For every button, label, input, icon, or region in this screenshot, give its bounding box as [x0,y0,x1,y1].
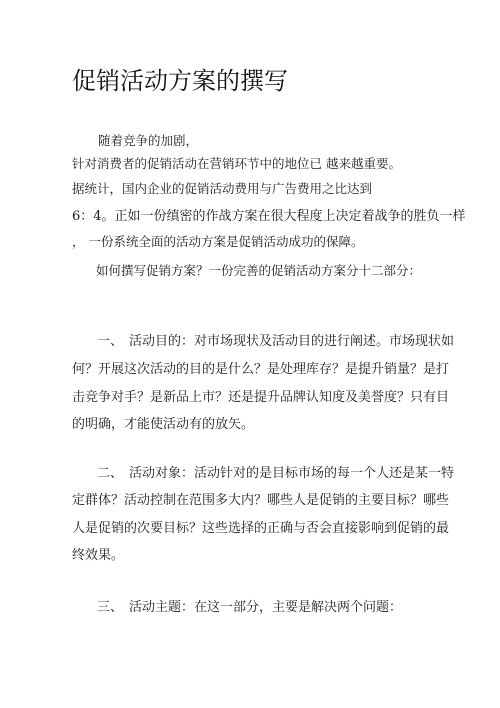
section-2-first-line: 活动对象：活动针对的是目标市场的每一个人还是某一特 [129,466,455,481]
intro-line-5: ， 一份系统全面的活动方案是促销活动成功的保障。 [72,234,364,249]
section-2-number: 二、 [97,466,124,481]
section-3-number: 三、 [97,600,124,615]
intro-line-3: 据统计，国内企业的促销活动费用与广告费用之比达到 [72,181,373,196]
section-1-line-4: 的明确，才能使活动有的放矢。 [72,417,255,432]
intro-line-4: 6：4。正如一份缜密的作战方案在很大程度上决定着战争的胜负一样 [72,209,466,224]
section-1-first-line: 活动目的：对市场现状及活动目的进行阐述。市场现状如 [129,334,455,349]
section-1-line-2: 何？开展这次活动的目的是什么？是处理库存？是提升销量？是打 [72,362,450,377]
section-1-line-3: 击竞争对手？是新品上市？还是提升品牌认知度及美誉度？只有目 [72,390,450,405]
section-3-first-line: 活动主题：在这一部分，主要是解决两个问题： [129,600,403,615]
section-2-line-3: 人是促销的次要目标？这些选择的正确与否会直接影响到促销的最 [72,521,450,536]
document-title: 促销活动方案的撰写 [72,67,288,95]
intro-line-2: 针对消费者的促销活动在营销环节中的地位已 越来越重要。 [72,156,401,171]
intro-line-6: 如何撰写促销方案？一份完善的促销活动方案分十二部分： [96,263,422,278]
section-2-line-4: 终效果。 [72,548,125,563]
section-1-number: 一、 [97,334,124,349]
section-2-line-2: 定群体？活动控制在范围多大内？哪些人是促销的主要目标？哪些 [72,493,450,508]
intro-line-1: 随着竞争的加剧， [98,133,199,148]
